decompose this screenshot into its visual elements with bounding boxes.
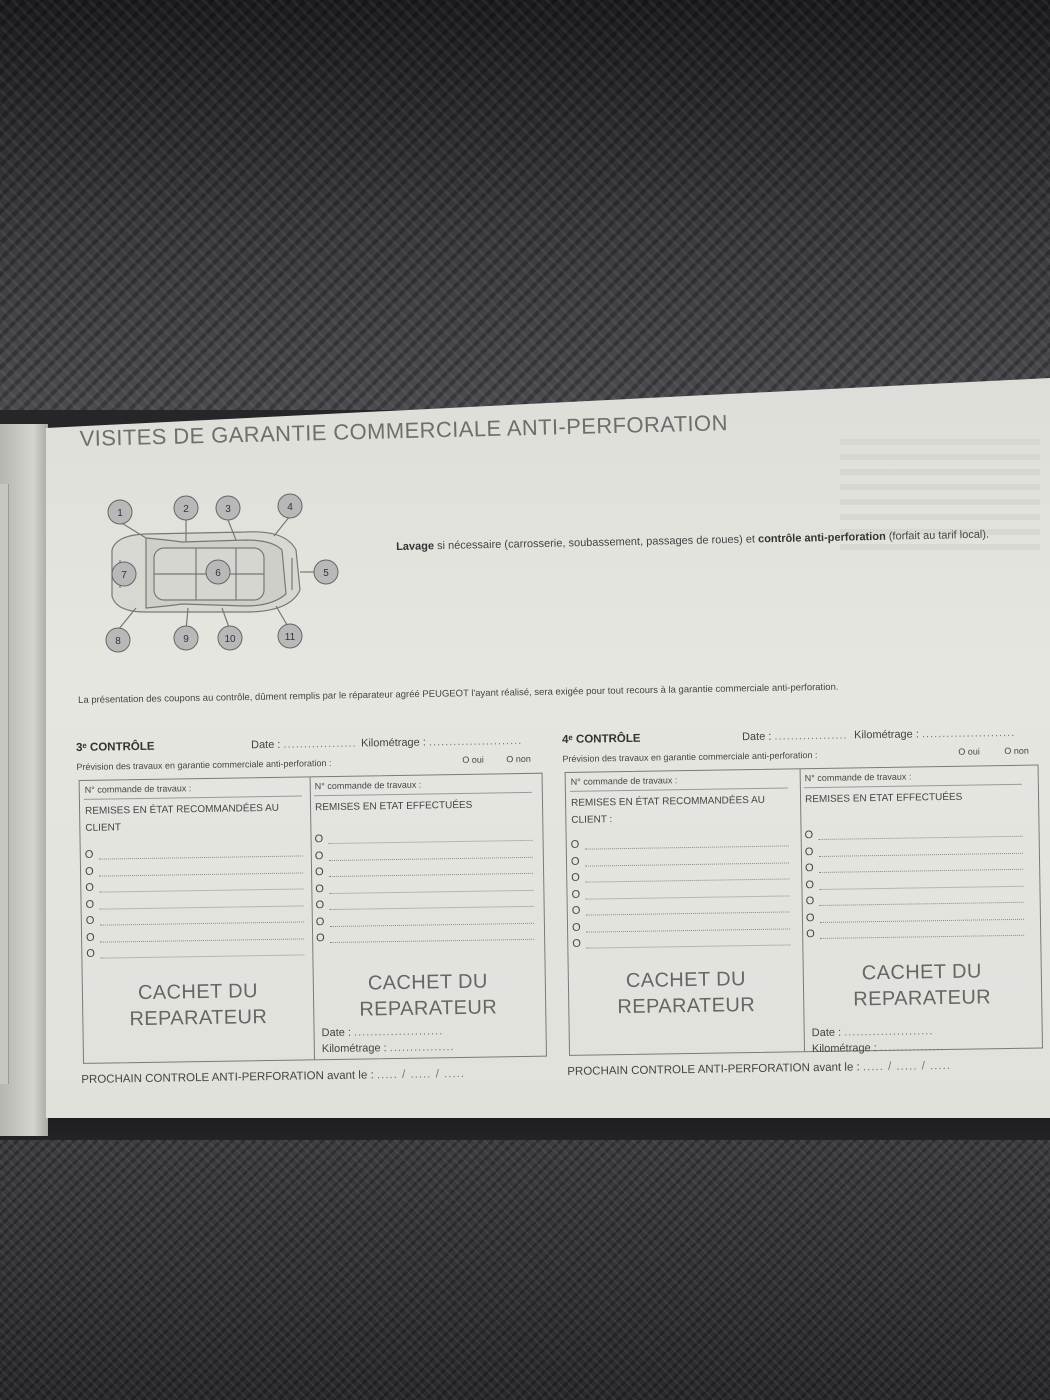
next-control-field[interactable]: PROCHAIN CONTROLE ANTI-PERFORATION avant le : ..... / ..... / ..... (81, 1067, 466, 1086)
control-form-box (565, 765, 1043, 1056)
point-7-icon (112, 562, 136, 586)
performed-column (800, 766, 1042, 1056)
svg-text:9: 9 (183, 634, 189, 645)
point-5-icon (314, 560, 338, 584)
fabric-background-bottom (0, 1140, 1050, 1400)
svg-text:10: 10 (224, 634, 236, 645)
recommended-repairs-heading: REMISES EN ÉTAT RECOMMANDÉES AU CLIENT : (571, 794, 766, 826)
checklist-item[interactable]: O (315, 863, 533, 883)
point-8-icon (106, 628, 130, 652)
checklist-item[interactable]: O (572, 934, 790, 954)
checklist-item[interactable]: O (806, 892, 1024, 912)
oui-checkbox[interactable]: O oui (958, 746, 980, 757)
checklist-item[interactable]: O (315, 879, 533, 899)
repairer-stamp-area: CACHET DU REPARATEUR (359, 970, 498, 1021)
checklist-item[interactable]: O (571, 852, 789, 872)
checklist-item[interactable]: O (805, 859, 1023, 879)
non-checkbox[interactable]: O non (1004, 745, 1029, 757)
point-3-icon (216, 496, 240, 520)
control-form-box (79, 773, 547, 1064)
checklist-item[interactable]: O (316, 929, 534, 949)
repair-checklist (805, 826, 1025, 945)
recommended-column (80, 777, 315, 1063)
repairer-stamp-area: CACHET DU REPARATEUR (129, 980, 268, 1031)
recommended-repairs-heading: REMISES EN ÉTAT RECOMMANDÉES AU CLIENT (85, 802, 280, 834)
date-field[interactable]: Date : .................. (741, 729, 848, 744)
control-heading: 4ᵉ CONTRÔLE (562, 732, 641, 746)
checklist-item[interactable]: O (805, 826, 1023, 846)
point-1-icon (108, 500, 132, 524)
checklist-item[interactable]: O (314, 830, 532, 850)
performed-repairs-heading: REMISES EN ETAT EFFECTUÉES (804, 791, 963, 806)
repairer-stamp-area: CACHET DU REPARATEUR (853, 960, 992, 1011)
point-4-icon (278, 494, 302, 518)
car-diagram (96, 490, 346, 660)
checklist-item[interactable]: O (315, 846, 533, 866)
date-field[interactable]: Date : ...................... (321, 1025, 444, 1040)
checklist-item[interactable]: O (805, 875, 1023, 895)
order-number-label: N° commande de travaux : (314, 779, 422, 792)
svg-text:7: 7 (121, 570, 127, 581)
kilometrage-field[interactable]: Kilométrage : ................ (811, 1041, 945, 1056)
ghost-text-bleed (840, 430, 1040, 610)
point-10-icon (218, 626, 242, 650)
svg-text:3: 3 (225, 504, 231, 515)
point-9-icon (174, 626, 198, 650)
checklist-item[interactable]: O (85, 878, 303, 898)
checklist-item[interactable]: O (85, 845, 303, 865)
checklist-item[interactable]: O (572, 901, 790, 921)
performed-column (310, 774, 544, 1060)
page-title: VISITES DE GARANTIE COMMERCIALE ANTI-PERFORATION (79, 410, 729, 452)
date-field[interactable]: Date : ...................... (811, 1025, 934, 1040)
non-checkbox[interactable]: O non (506, 753, 531, 765)
repair-checklist (571, 835, 791, 954)
checklist-item[interactable]: O (86, 928, 304, 948)
checklist-item[interactable]: O (315, 896, 533, 916)
svg-text:2: 2 (183, 504, 189, 515)
presentation-notice: La présentation des coupons au contrôle, dûment remplis par le réparateur agréé PEUGEOT l'ayant réalisé, sera exigée pour tout recours à la garantie commerciale anti-perforation. (78, 681, 839, 706)
svg-text:1: 1 (117, 508, 123, 519)
checklist-item[interactable]: O (86, 944, 304, 964)
control-heading: 3ᵉ CONTRÔLE (76, 740, 155, 754)
svg-text:5: 5 (323, 568, 329, 579)
svg-text:4: 4 (287, 502, 293, 513)
next-control-field[interactable]: PROCHAIN CONTROLE ANTI-PERFORATION avant le : ..... / ..... / ..... (567, 1059, 952, 1078)
order-number-label: N° commande de travaux : (570, 775, 678, 787)
checklist-item[interactable]: O (806, 908, 1024, 928)
oui-checkbox[interactable]: O oui (462, 754, 484, 765)
checklist-item[interactable]: O (805, 842, 1023, 862)
order-number-label: N° commande de travaux : (804, 771, 912, 784)
point-11-icon (278, 624, 302, 648)
order-number-label: N° commande de travaux : (84, 783, 192, 795)
repairer-stamp-area: CACHET DU REPARATEUR (617, 968, 756, 1019)
performed-repairs-heading: REMISES EN ETAT EFFECTUÉES (314, 799, 473, 814)
checklist-item[interactable]: O (572, 918, 790, 938)
svg-text:8: 8 (115, 636, 121, 647)
kilometrage-field[interactable]: Kilométrage : ....................... (853, 726, 1016, 742)
fabric-background-top (0, 0, 1050, 410)
point-2-icon (174, 496, 198, 520)
checklist-item[interactable]: O (316, 912, 534, 932)
date-field[interactable]: Date : .................. (250, 737, 357, 752)
point-6-icon (206, 560, 230, 584)
checklist-item[interactable]: O (806, 925, 1024, 945)
kilometrage-field[interactable]: Kilométrage : ................ (321, 1041, 455, 1056)
left-page-edge (0, 424, 48, 1136)
checklist-item[interactable]: O (86, 911, 304, 931)
lavage-instructions: Lavage si nécessaire (carrosserie, soubassement, passages de roues) et contrôle anti-perforation (forfait au tarif local). (396, 528, 990, 553)
svg-text:6: 6 (215, 568, 221, 579)
kilometrage-field[interactable]: Kilométrage : ....................... (360, 734, 523, 750)
prevision-label: Prévision des travaux en garantie commerciale anti-perforation : (76, 757, 332, 772)
prevision-label: Prévision des travaux en garantie commerciale anti-perforation : (562, 749, 818, 764)
checklist-item[interactable]: O (85, 862, 303, 882)
checklist-item[interactable]: O (571, 835, 789, 855)
repair-checklist (314, 830, 534, 949)
checklist-item[interactable]: O (571, 885, 789, 905)
checklist-item[interactable]: O (571, 868, 789, 888)
recommended-column (566, 769, 805, 1055)
checklist-item[interactable]: O (85, 895, 303, 915)
svg-text:11: 11 (284, 632, 296, 643)
repair-checklist (85, 845, 305, 964)
